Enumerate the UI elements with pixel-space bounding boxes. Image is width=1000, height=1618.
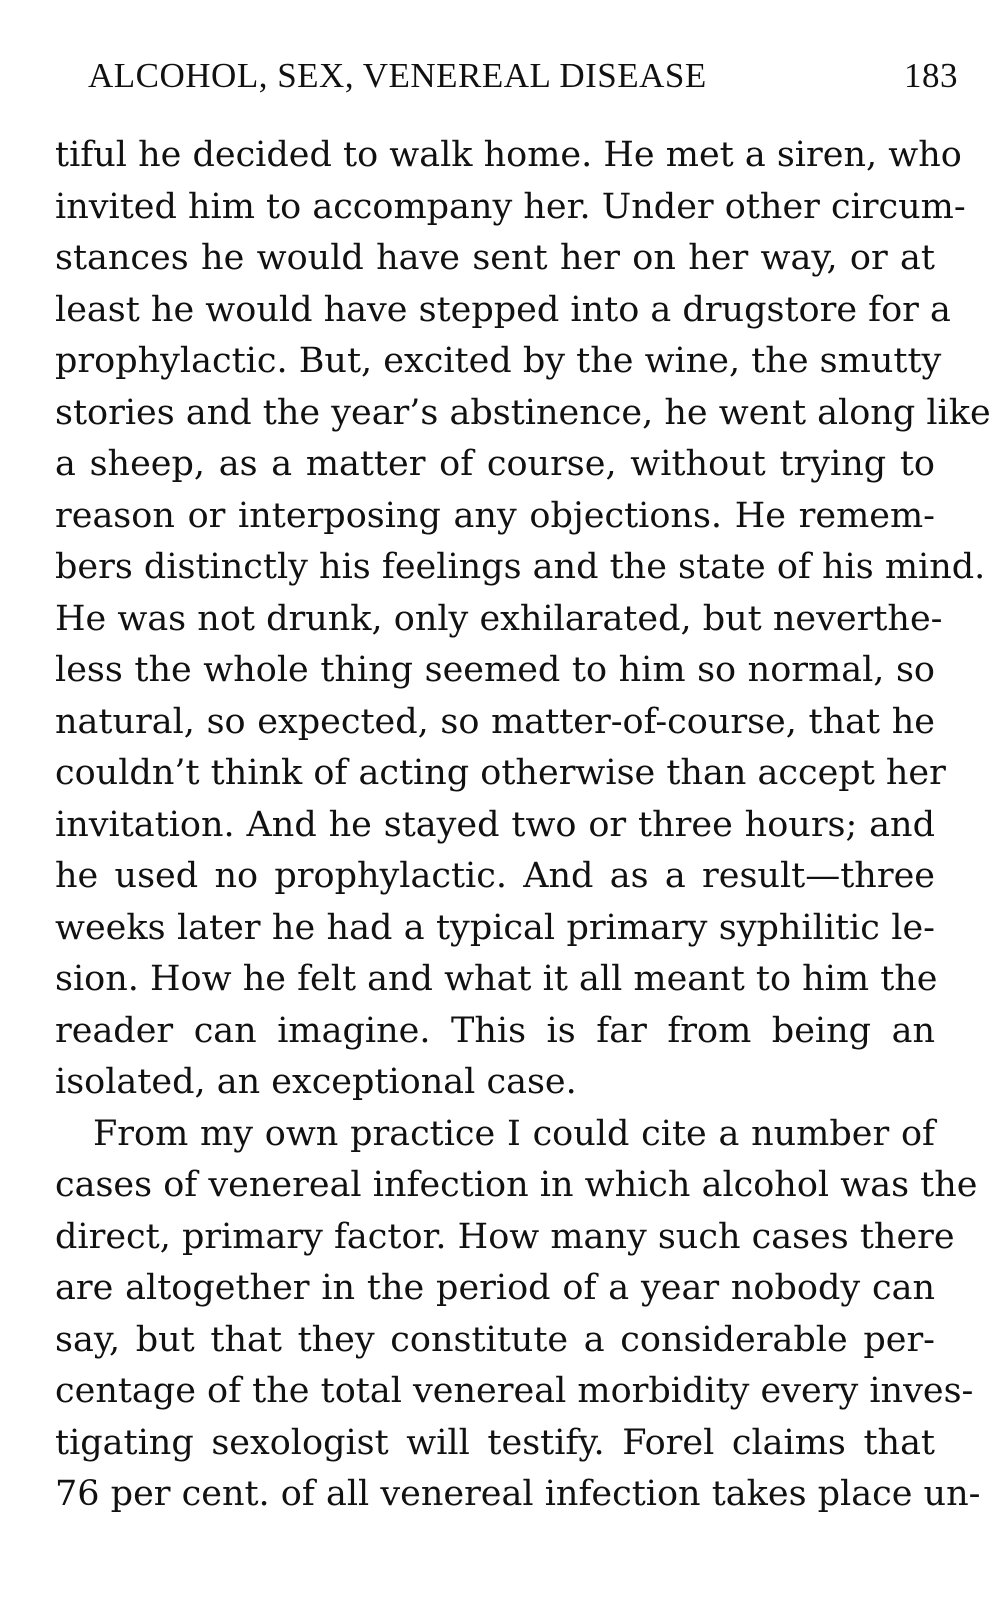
text-line: reason or interposing any objections. He remem- — [55, 495, 935, 536]
text-line: invited him to accompany her. Under other circum- — [55, 186, 966, 227]
text-line: a sheep, as a matter of course, without trying to — [55, 444, 935, 484]
paragraph-continued — [55, 130, 991, 1109]
text-line: invitation. And he stayed two or three hours; and — [55, 804, 935, 845]
text-line: From my own practice I could cite a number of — [93, 1113, 935, 1154]
paragraph — [55, 1109, 981, 1521]
text-line: say, but that they constitute a considerable per- — [55, 1319, 935, 1360]
body-text — [55, 130, 991, 1521]
text-line: stances he would have sent her on her way, or at — [55, 238, 935, 278]
text-line: natural, so expected, so matter-of-course, that he — [55, 701, 935, 742]
text-line: he used no prophylactic. And as a result—three — [55, 856, 935, 896]
text-line: centage of the total venereal morbidity every inves- — [55, 1371, 974, 1411]
text-line: weeks later he had a typical primary syphilitic le- — [55, 907, 935, 948]
text-line: reader can imagine. This is far from being an — [55, 1010, 935, 1051]
text-line: tiful he decided to walk home. He met a siren, who — [55, 135, 962, 175]
page-number: 183 — [904, 56, 958, 95]
text-line: couldn’t think of acting otherwise than accept her — [55, 753, 946, 793]
text-line: direct, primary factor. How many such cases there — [55, 1216, 955, 1257]
text-line: 76 per cent. of all venereal infection takes place un- — [55, 1474, 981, 1514]
text-line: least he would have stepped into a drugstore for a — [55, 289, 951, 330]
text-line: cases of venereal infection in which alcohol was the — [55, 1165, 978, 1205]
text-line: isolated, an exceptional case. — [55, 1062, 577, 1102]
text-line: prophylactic. But, excited by the wine, the smutty — [55, 341, 942, 381]
text-line: sion. How he felt and what it all meant to him the — [55, 959, 938, 999]
text-line: He was not drunk, only exhilarated, but neverthe- — [55, 598, 943, 639]
text-line: bers distinctly his feelings and the state of his mind. — [55, 547, 986, 587]
text-line: stories and the year’s abstinence, he went along like — [55, 392, 991, 433]
text-line: are altogether in the period of a year nobody can — [55, 1268, 935, 1308]
running-title: ALCOHOL, SEX, VENEREAL DISEASE — [88, 56, 707, 95]
text-line: tigating sexologist will testify. Forel claims that — [55, 1422, 935, 1463]
text-line: less the whole thing seemed to him so normal, so — [55, 650, 935, 690]
running-head — [88, 52, 958, 100]
